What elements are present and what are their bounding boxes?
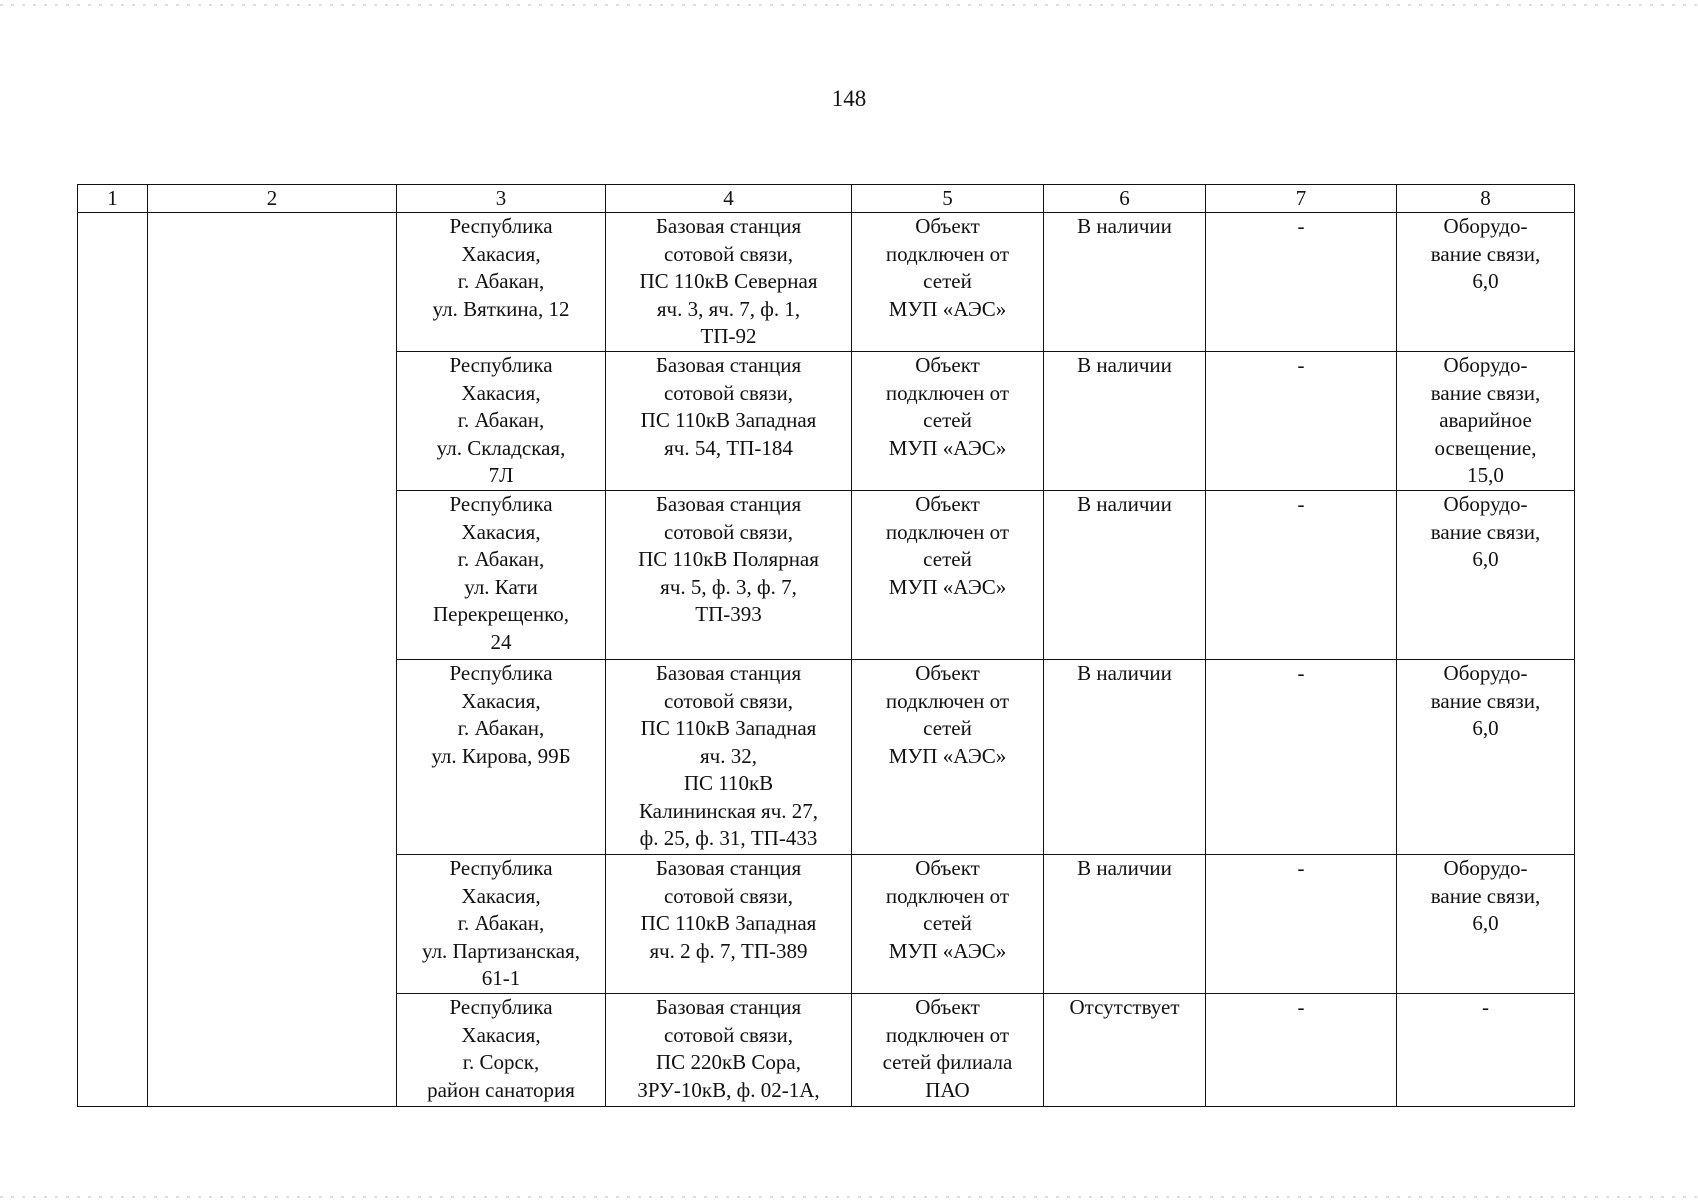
cell-line: сотовой связи,: [663, 883, 794, 908]
cell-line: Оборудо-: [1443, 353, 1528, 377]
cell-line: Оборудо-: [1443, 492, 1528, 516]
object-cell: [606, 994, 852, 1107]
object-cell: [606, 213, 852, 352]
equipment-cell: [1397, 855, 1575, 994]
object-cell: [606, 855, 852, 994]
cell-line: ЗРУ-10кВ, ф. 02-1А,: [637, 1077, 820, 1102]
cell-line: Базовая станция: [655, 856, 802, 880]
cell-line: вание связи,: [1430, 883, 1541, 908]
cell-line: яч. 32,: [700, 743, 757, 768]
cell-line: сотовой связи,: [663, 688, 794, 713]
cell-line: сотовой связи,: [663, 241, 794, 266]
availability-cell: В наличии: [1044, 213, 1206, 352]
cell-line: г. Абакан,: [457, 269, 545, 293]
equipment-cell: [1397, 352, 1575, 491]
cell-line: вание связи,: [1430, 241, 1541, 266]
cell-line: Базовая станция: [655, 995, 802, 1019]
cell-line: Объект: [915, 492, 980, 516]
col7-cell: -: [1206, 352, 1397, 491]
cell-line: Базовая станция: [655, 661, 802, 685]
cell-line: яч. 5, ф. 3, ф. 7,: [660, 574, 797, 599]
cell-line: сотовой связи,: [663, 1022, 794, 1047]
cell-line: Объект: [915, 856, 980, 880]
cell-line: 15,0: [1467, 463, 1504, 487]
cell-line: ПАО: [925, 1077, 970, 1102]
availability-cell: В наличии: [1044, 352, 1206, 491]
cell-line: сетей: [923, 911, 972, 935]
cell-line: сетей: [923, 547, 972, 571]
cell-line: сетей филиала: [882, 1050, 1013, 1074]
cell-line: вание связи,: [1430, 380, 1541, 405]
cell-line: яч. 2 ф. 7, ТП-389: [649, 938, 808, 963]
cell-line: Оборудо-: [1443, 856, 1528, 880]
cell-line: Базовая станция: [655, 492, 802, 516]
scan-noise-bottom: [0, 1196, 1698, 1198]
cell-line: вание связи,: [1430, 519, 1541, 544]
cell-line: яч. 3, яч. 7, ф. 1,: [656, 296, 801, 321]
cell-line: Республика: [449, 995, 553, 1019]
cell-line: Перекрещенко,: [433, 602, 569, 626]
cell-line: Хакасия,: [461, 1022, 541, 1047]
cell-line: ул. Складская,: [436, 435, 566, 460]
cell-line: вание связи,: [1430, 688, 1541, 713]
merged-cell-col-1: [78, 213, 148, 1107]
column-number-cell: 2: [148, 185, 397, 213]
availability-cell: Отсутствует: [1044, 994, 1206, 1107]
cell-line: 6,0: [1472, 716, 1499, 740]
table-row: [78, 213, 1575, 352]
column-number-row: [78, 185, 1575, 213]
equipment-cell: [1397, 994, 1575, 1107]
cell-line: Хакасия,: [461, 688, 541, 713]
cell-line: сотовой связи,: [663, 380, 794, 405]
object-cell: [606, 491, 852, 660]
connection-cell: [852, 352, 1044, 491]
address-cell: [397, 213, 606, 352]
col7-cell: -: [1206, 491, 1397, 660]
cell-line: Оборудо-: [1443, 661, 1528, 685]
cell-line: МУП «АЭС»: [888, 296, 1007, 321]
cell-line: 61-1: [481, 966, 521, 990]
cell-line: г. Абакан,: [457, 547, 545, 571]
cell-line: Республика: [449, 856, 553, 880]
cell-line: МУП «АЭС»: [888, 743, 1007, 768]
availability-cell: В наличии: [1044, 660, 1206, 855]
cell-line: сотовой связи,: [663, 519, 794, 544]
cell-line: ПС 220кВ Сора,: [656, 1050, 801, 1074]
cell-line: подключен от: [885, 241, 1010, 266]
address-cell: [397, 994, 606, 1107]
cell-line: Республика: [449, 661, 553, 685]
cell-line: аварийное: [1439, 408, 1532, 432]
cell-line: Оборудо-: [1443, 214, 1528, 238]
col7-cell: -: [1206, 994, 1397, 1107]
equipment-cell: [1397, 660, 1575, 855]
cell-line: 7Л: [488, 463, 514, 487]
cell-line: 6,0: [1472, 269, 1499, 293]
cell-line: г. Абакан,: [457, 911, 545, 935]
object-cell: [606, 352, 852, 491]
cell-line: ПС 110кВ: [683, 771, 774, 795]
cell-line: 24: [490, 629, 512, 654]
cell-line: ул. Кирова, 99Б: [431, 743, 571, 768]
cell-line: подключен от: [885, 883, 1010, 908]
address-cell: [397, 352, 606, 491]
data-table: [77, 184, 1575, 1107]
merged-cell-col-2: [148, 213, 397, 1107]
cell-line: подключен от: [885, 519, 1010, 544]
cell-line: ул. Кати: [464, 574, 538, 599]
cell-line: сетей: [923, 269, 972, 293]
cell-line: МУП «АЭС»: [888, 938, 1007, 963]
cell-line: ПС 110кВ Западная: [640, 911, 817, 935]
cell-line: ф. 25, ф. 31, ТП-433: [639, 826, 818, 850]
cell-line: 6,0: [1472, 547, 1499, 571]
cell-line: ТП-393: [695, 602, 762, 626]
cell-line: ул. Партизанская,: [422, 938, 580, 963]
col7-cell: -: [1206, 855, 1397, 994]
cell-line: подключен от: [885, 1022, 1010, 1047]
equipment-cell: [1397, 491, 1575, 660]
cell-line: Базовая станция: [655, 353, 802, 377]
column-number-cell: 1: [78, 185, 148, 213]
cell-line: ПС 110кВ Северная: [639, 269, 818, 293]
cell-line: Объект: [915, 995, 980, 1019]
cell-line: Базовая станция: [655, 214, 802, 238]
column-number-cell: 4: [606, 185, 852, 213]
cell-line: освещение,: [1434, 435, 1537, 460]
table-body: [78, 185, 1575, 1107]
connection-cell: [852, 213, 1044, 352]
column-number-cell: 7: [1206, 185, 1397, 213]
connection-cell: [852, 491, 1044, 660]
cell-line: МУП «АЭС»: [888, 574, 1007, 599]
connection-cell: [852, 994, 1044, 1107]
column-number-cell: 5: [852, 185, 1044, 213]
cell-line: Объект: [915, 353, 980, 377]
connection-cell: [852, 660, 1044, 855]
cell-line: ПС 110кВ Западная: [640, 716, 817, 740]
cell-line: Хакасия,: [461, 380, 541, 405]
cell-line: г. Абакан,: [457, 716, 545, 740]
scan-noise-top: [0, 4, 1698, 6]
availability-cell: В наличии: [1044, 491, 1206, 660]
cell-line: ПС 110кВ Полярная: [638, 547, 819, 571]
cell-line: ТП-92: [700, 324, 757, 348]
cell-line: г. Абакан,: [457, 408, 545, 432]
cell-line: подключен от: [885, 688, 1010, 713]
cell-line: сетей: [923, 716, 972, 740]
cell-line: Калининская яч. 27,: [638, 798, 819, 823]
column-number-cell: 6: [1044, 185, 1206, 213]
cell-line: ул. Вяткина, 12: [432, 296, 570, 321]
page-number: 148: [831, 86, 867, 111]
cell-line: подключен от: [885, 380, 1010, 405]
address-cell: [397, 660, 606, 855]
address-cell: [397, 855, 606, 994]
cell-line: район санатория: [427, 1077, 575, 1102]
connection-cell: [852, 855, 1044, 994]
column-number-cell: 8: [1397, 185, 1575, 213]
cell-line: МУП «АЭС»: [888, 435, 1007, 460]
cell-line: -: [1482, 995, 1489, 1019]
cell-line: Республика: [449, 492, 553, 516]
cell-line: сетей: [923, 408, 972, 432]
cell-line: 6,0: [1472, 911, 1499, 935]
cell-line: Объект: [915, 661, 980, 685]
col7-cell: -: [1206, 213, 1397, 352]
column-number-cell: 3: [397, 185, 606, 213]
cell-line: Республика: [449, 214, 553, 238]
cell-line: г. Сорск,: [462, 1050, 540, 1074]
cell-line: Республика: [449, 353, 553, 377]
cell-line: Хакасия,: [461, 519, 541, 544]
cell-line: яч. 54, ТП-184: [664, 435, 793, 460]
address-cell: [397, 491, 606, 660]
equipment-cell: [1397, 213, 1575, 352]
cell-line: Хакасия,: [461, 883, 541, 908]
cell-line: ПС 110кВ Западная: [640, 408, 817, 432]
cell-line: Хакасия,: [461, 241, 541, 266]
object-cell: [606, 660, 852, 855]
availability-cell: В наличии: [1044, 855, 1206, 994]
col7-cell: -: [1206, 660, 1397, 855]
cell-line: Объект: [915, 214, 980, 238]
